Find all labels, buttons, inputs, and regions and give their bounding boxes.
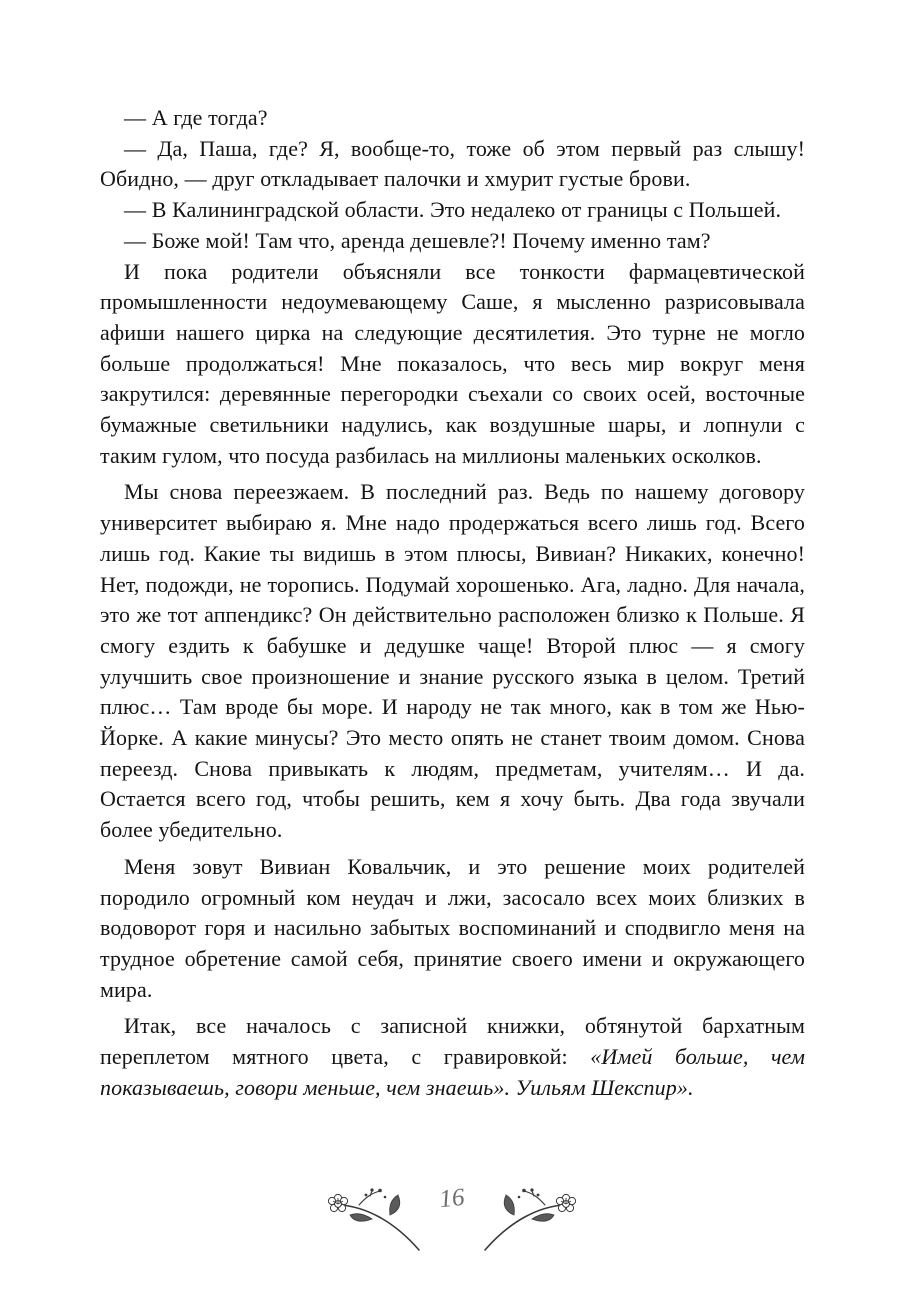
floral-sprig-left-icon: [326, 1183, 426, 1255]
page-footer: [0, 1183, 904, 1255]
narrative-paragraph: Меня зовут Вивиан Ковальчик, и это решение моих родителей породило огромный ком неудач и лжи, засосало всех моих близких в водоворот горя и насильно забытых воспоминаний и сподвигло меня на трудное обретение самой себя, принятие своего имени и окружающего мира.: [100, 853, 805, 1002]
final-paragraph: [100, 1011, 805, 1103]
floral-sprig-right-icon: [478, 1183, 578, 1255]
dialogue-paragraph: — В Калининградской области. Это недалеко от границы с Польшей.: [124, 197, 782, 223]
dialogue-paragraph: — Боже мой! Там что, аренда дешевле?! Почему именно там?: [124, 227, 711, 253]
dialogue-paragraph: — Да, Паша, где? Я, вообще-то, тоже об этом первый раз слышу! Обидно, — друг откладывает палочки и хмурит густые брови.: [100, 135, 805, 192]
final-paragraph-lead: Итак, все началось с записной книжки, обтянутой бархатным переплетом мятного цвета, с гравировкой:: [100, 1013, 805, 1070]
dialogue-paragraph: — А где тогда?: [124, 105, 268, 130]
shakespeare-quote: «Имей больше, чем показываешь, говори меньше, чем знаешь». Уильям Шекспир».: [100, 1044, 805, 1100]
page-number: 16: [438, 1183, 466, 1214]
narrative-paragraph: Мы снова переезжаем. В последний раз. Ведь по нашему договору университет выбираю я. Мне надо продержаться всего лишь год. Всего лишь год. Какие ты видишь в этом плюсы, Вивиан? Никаких, конечно! Нет, подожди, не торопись. Подумай хорошенько. Ага, ладно. Для начала, это же тот аппендикс? Он действительно расположен близко к Польше. Я смогу ездить к бабушке и дедушке чаще! Второй плюс — я смогу улучшить свое произношение и знание русского языка в целом. Третий плюс… Там вроде бы море. И народу не так много, как в том же Нью-Йорке. А какие минусы? Это место опять не станет твоим домом. Снова переезд. Снова привыкать к людям, предметам, учителям… И да. Остается всего год, чтобы решить, кем я хочу быть. Два года звучали более убедительно.: [100, 479, 805, 843]
narrative-paragraph: И пока родители объясняли все тонкости фармацевтической промышленности недоумевающему Саше, я мысленно разрисовывала афиши нашего цирка на следующие десятилетия. Это турне не могло больше продолжаться! Мне показалось, что весь мир вокруг меня закрутился: деревянные перегородки съехали со своих осей, восточные бумажные светильники надулись, как воздушные шары, и лопнули с таким гулом, что посуда разбилась на миллионы маленьких осколков.: [100, 258, 805, 468]
